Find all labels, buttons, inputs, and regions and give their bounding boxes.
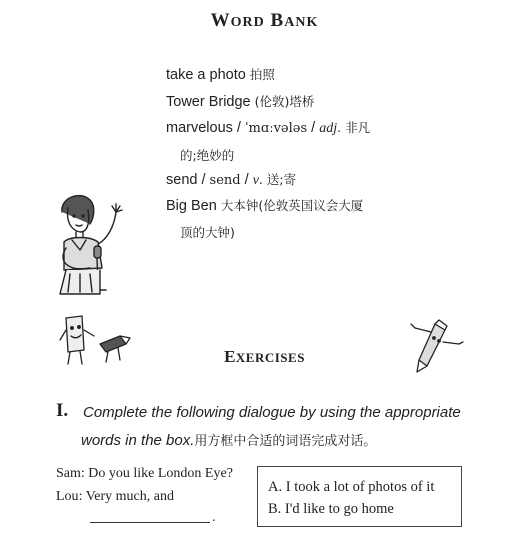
word-bank-title: WORD BANK (210, 10, 319, 31)
exercises-title: EXERCISES (224, 347, 305, 366)
word-entry-tower-bridge: Tower Bridge (伦敦)塔桥 (166, 94, 315, 110)
word-entry-marvelous-continued: 的;绝妙的 (180, 148, 235, 163)
option-a: A. I took a lot of photos of it (268, 479, 435, 495)
exercise-instruction-line1: Complete the following dialogue by using the appropriate (83, 404, 461, 421)
word-entry-marvelous: marvelous / ˈmɑːvələs / adj. 非凡 (166, 120, 371, 136)
woman-speaker-illustration (50, 190, 160, 300)
word-entry-take-a-photo: take a photo 拍照 (166, 67, 275, 83)
dialogue-line-lou: Lou: Very much, and (56, 489, 174, 504)
answer-blank[interactable] (90, 522, 210, 523)
exercise-instruction-line2: words in the box.用方框中合适的词语完成对话。 (81, 432, 377, 449)
word-entry-big-ben: Big Ben 大本钟(伦敦英国议会大厦 (166, 198, 364, 214)
option-b: B. I'd like to go home (268, 501, 394, 517)
word-entry-send: send / send / v. 送;寄 (166, 172, 297, 188)
dialogue-line-sam: Sam: Do you like London Eye? (56, 466, 233, 481)
exercise-number: I. (56, 400, 69, 421)
word-entry-big-ben-continued: 顶的大钟) (180, 225, 235, 240)
blank-period: . (212, 510, 216, 525)
